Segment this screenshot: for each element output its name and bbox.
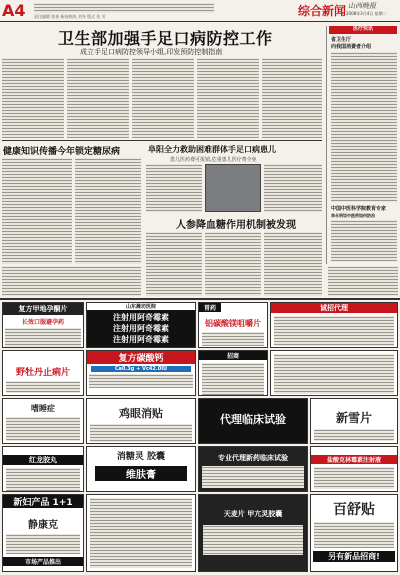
- diabetes-body-col-1: [2, 158, 72, 264]
- right-column-header: 医疗快讯: [329, 26, 397, 34]
- fuyang-subhead: 患儿医药费可报销,危重患儿医疗费全免: [170, 157, 257, 163]
- ad-calcium-title: 复方碳酸钙: [87, 351, 195, 364]
- ad-xinxue[interactable]: [310, 398, 398, 444]
- ad-xinxue-text: [314, 429, 394, 441]
- ad-recruit-title: 诚招代理: [271, 303, 397, 313]
- ginseng-body-col-2: [205, 232, 261, 296]
- ad-corn-plaster-text: [90, 424, 192, 442]
- ad-new-drug-trials-text: [202, 466, 304, 488]
- ad-clindamycin-title: 盐酸克林霉素注射液: [311, 455, 397, 464]
- ad-tianmai[interactable]: [198, 494, 308, 572]
- ad-antacid[interactable]: [198, 302, 268, 348]
- lead-body-col-4: [197, 58, 259, 138]
- ad-corn-plaster[interactable]: [86, 398, 196, 444]
- ad-gynecology[interactable]: [2, 494, 84, 572]
- ad-azithromycin-title-2: 注射用阿奇霉素: [113, 324, 169, 333]
- ads-divider: [0, 298, 400, 300]
- masthead-info: [34, 3, 214, 13]
- ad-azithromycin[interactable]: [86, 302, 196, 348]
- ad-honglong[interactable]: [2, 446, 84, 492]
- ad-contraceptive-text: [5, 328, 81, 348]
- ad-clindamycin-text: [314, 467, 394, 489]
- fuyang-body-col-1: [146, 164, 202, 212]
- lead-subhead: 成立手足口病防控领导小组,印发预防控制指南: [80, 48, 223, 56]
- right-column-body-3: [328, 266, 398, 296]
- ad-weifu-title: 维肤膏: [95, 466, 187, 481]
- section-title: 综合新闻: [298, 4, 347, 18]
- issue-date: 2008年3月4日 星期二: [346, 11, 387, 16]
- right-lower-headline: 中国中医科学院教育专家: [331, 206, 387, 212]
- lead-body-col-1: [2, 58, 64, 138]
- ad-recruit-2-text: [274, 354, 394, 394]
- ad-clinical-agent[interactable]: [198, 398, 308, 444]
- ad-baishutie-text: [314, 522, 394, 548]
- diabetes-headline: 健康知识传播今年锁定糖尿病: [3, 147, 121, 157]
- lead-body-col-3: [132, 58, 194, 138]
- ad-antacid-text: [202, 332, 264, 346]
- lead-headline: 卫生部加强手足口病防控工作: [58, 29, 273, 48]
- ginseng-body-col-1: [146, 232, 202, 296]
- ad-gynecology-title: 新妇产品 1+1: [3, 495, 83, 508]
- ad-antacid-title: 铝碳酸镁咀嚼片: [205, 319, 261, 328]
- ad-jingkangke-title: 静康克: [28, 520, 58, 531]
- diabetes-body-col-3: [2, 266, 141, 296]
- ad-baishutie[interactable]: [310, 494, 398, 572]
- ad-market-launch: 市场产品推出: [3, 557, 83, 566]
- ad-small-left[interactable]: [2, 398, 84, 444]
- ad-recruit-listing-text: [90, 498, 192, 568]
- right-news-column: [326, 26, 398, 264]
- ad-xiaotangling[interactable]: [86, 446, 196, 492]
- right-column-title-2: 向我国消费者介绍: [331, 44, 372, 50]
- ad-calcium-sub: Ca0.3g + Vc42.0IU: [91, 366, 191, 372]
- ginseng-headline: 人参降血糖作用机制被发现: [176, 220, 296, 231]
- ad-new-products: 另有新品招商!: [313, 551, 395, 562]
- ad-new-drug-trials-title: 专业代理新药临床试验: [218, 454, 288, 462]
- ad-small-left-title: 嗜睡症: [31, 404, 55, 413]
- ad-small-left-text: [6, 417, 80, 441]
- ad-clinical-trials-header: 招商: [199, 351, 267, 360]
- ad-recruit-text: [274, 316, 394, 346]
- ginseng-body-col-3: [264, 232, 322, 296]
- ad-contraceptive-sub: 长效口服避孕药: [21, 319, 64, 326]
- fuyang-headline: 阜阳全力救助困难群体手足口病患儿: [148, 145, 276, 154]
- ad-azithromycin-sub: 山东潍坊医院: [87, 303, 195, 310]
- ad-clinical-trials-text: [202, 363, 264, 395]
- ad-clinical-agent-title: 代理临床试验: [220, 413, 286, 426]
- ad-azithromycin-title: 注射用阿奇霉素: [113, 313, 169, 322]
- ad-calcium[interactable]: [86, 350, 196, 396]
- right-column-body-2: [331, 220, 397, 262]
- ad-calcium-text: [89, 374, 193, 388]
- ad-dysentery-title: 野牡丹止痢片: [15, 368, 70, 378]
- ad-honglong-text: [6, 468, 80, 492]
- ad-tianmai-text: [203, 525, 303, 555]
- ad-dysentery-text: [6, 381, 80, 393]
- diabetes-body-col-2: [75, 158, 141, 264]
- ad-tianmai-title: 天麦片 甲亢灵胶囊: [223, 510, 283, 518]
- ad-clindamycin[interactable]: [310, 446, 398, 492]
- lead-body-col-5: [262, 58, 322, 138]
- ad-baishutie-title: 百舒贴: [333, 502, 375, 518]
- page-label: A4: [2, 1, 26, 20]
- ad-corn-plaster-title: 鸡眼消贴: [119, 407, 163, 420]
- ad-new-drug-trials[interactable]: [198, 446, 308, 492]
- masthead-tagline: 责任编辑 焦春 新闻热线 刘冬 版式 张 芳: [34, 14, 106, 19]
- right-lower-sub: 李永明谈中医药如何防治: [331, 213, 375, 218]
- ad-recruit-listing[interactable]: [86, 494, 196, 572]
- fuyang-body-col-2: [264, 164, 322, 212]
- ad-xiaotangling-title: 消糖灵 胶囊: [116, 452, 166, 462]
- section-divider-1: [2, 140, 322, 141]
- ad-clinical-trials[interactable]: [198, 350, 268, 396]
- ad-contraceptive[interactable]: [2, 302, 84, 348]
- ad-xinxue-title: 新雪片: [335, 411, 372, 425]
- ad-azithromycin-title-3: 注射用阿奇霉素: [113, 335, 169, 344]
- ad-dysentery[interactable]: [2, 350, 84, 396]
- masthead-rule: [0, 21, 400, 22]
- paper-name: 山西晚报: [348, 2, 376, 10]
- ad-recruit-agents[interactable]: [270, 302, 398, 348]
- masthead: [0, 0, 400, 22]
- right-column-body-1: [331, 52, 397, 202]
- ad-contraceptive-title: 复方甲地孕酮片: [3, 303, 83, 315]
- right-column-title-1: 省卫生厅: [331, 37, 352, 43]
- ad-honglong-title: 红龙胶丸: [3, 455, 83, 465]
- ad-recruit-2[interactable]: [270, 350, 398, 396]
- ad-antacid-tag: 胃药: [199, 303, 221, 312]
- lead-body-col-2: [67, 58, 129, 138]
- ad-gynecology-text: [6, 534, 80, 554]
- fuyang-photo: [205, 164, 261, 212]
